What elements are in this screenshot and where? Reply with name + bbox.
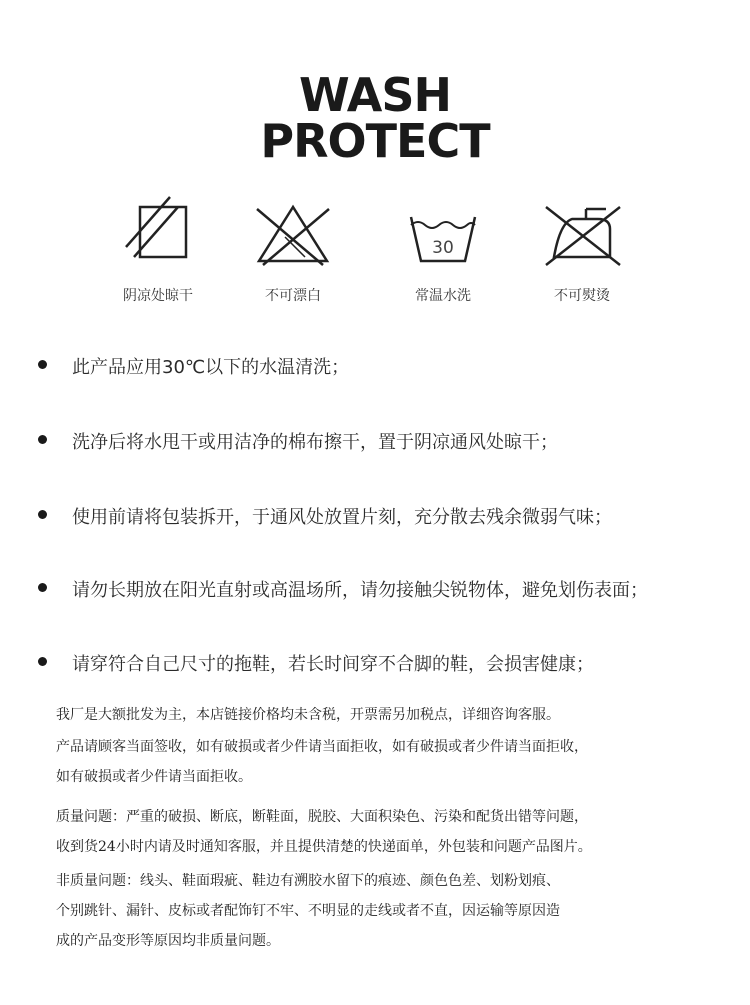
do-not-bleach-icon [251, 195, 335, 267]
wash-temp-label: 30 [432, 238, 454, 258]
page-title-wash: WASH [299, 68, 451, 122]
note-line: 非质量问题：线头、鞋面瑕疵、鞋边有溯胶水留下的痕迹、颜色色差、划粉划痕、 [56, 873, 560, 889]
note-line: 我厂是大额批发为主，本店链接价格均未含税，开票需另加税点，详细咨询客服。 [56, 707, 560, 723]
note-line: 质量问题：严重的破损、断底，断鞋面，脱胶、大面积染色、污染和配货出错等问题， [56, 809, 588, 825]
care-item-do-not-bleach [218, 195, 368, 305]
icon-label: 不可熨烫 [554, 288, 610, 304]
care-item-wash-30 [368, 195, 518, 305]
bullet-dot-icon [38, 657, 47, 666]
care-item-dry-in-shade [83, 195, 233, 305]
bullet-dot-icon [38, 435, 47, 444]
do-not-iron-icon [540, 195, 624, 267]
wash-30-icon [401, 195, 485, 267]
note-line: 如有破损或者少件请当面拒收。 [56, 769, 252, 785]
icon-label: 常温水洗 [415, 288, 471, 304]
bullet-dot-icon [38, 510, 47, 519]
note-line: 成的产品变形等原因均非质量问题。 [56, 933, 280, 949]
note-line: 产品请顾客当面签收，如有破损或者少件请当面拒收，如有破损或者少件请当面拒收， [56, 739, 588, 755]
dry-in-shade-icon [118, 195, 198, 267]
care-item-do-not-iron [507, 195, 657, 305]
icon-label: 不可漂白 [265, 288, 321, 304]
bullet-dot-icon [38, 583, 47, 592]
icon-label: 阴凉处晾干 [123, 288, 193, 304]
note-line: 收到货24小时内请及时通知客服，并且提供清楚的快递面单，外包装和问题产品图片。 [56, 839, 592, 855]
bullet-dot-icon [38, 360, 47, 369]
notes-block [56, 700, 716, 956]
page-title-protect: PROTECT [260, 114, 490, 168]
care-icons-row [0, 195, 750, 315]
note-line: 个别跳针、漏针、皮标或者配饰钉不牢、不明显的走线或者不直，因运输等原因造 [56, 903, 560, 919]
